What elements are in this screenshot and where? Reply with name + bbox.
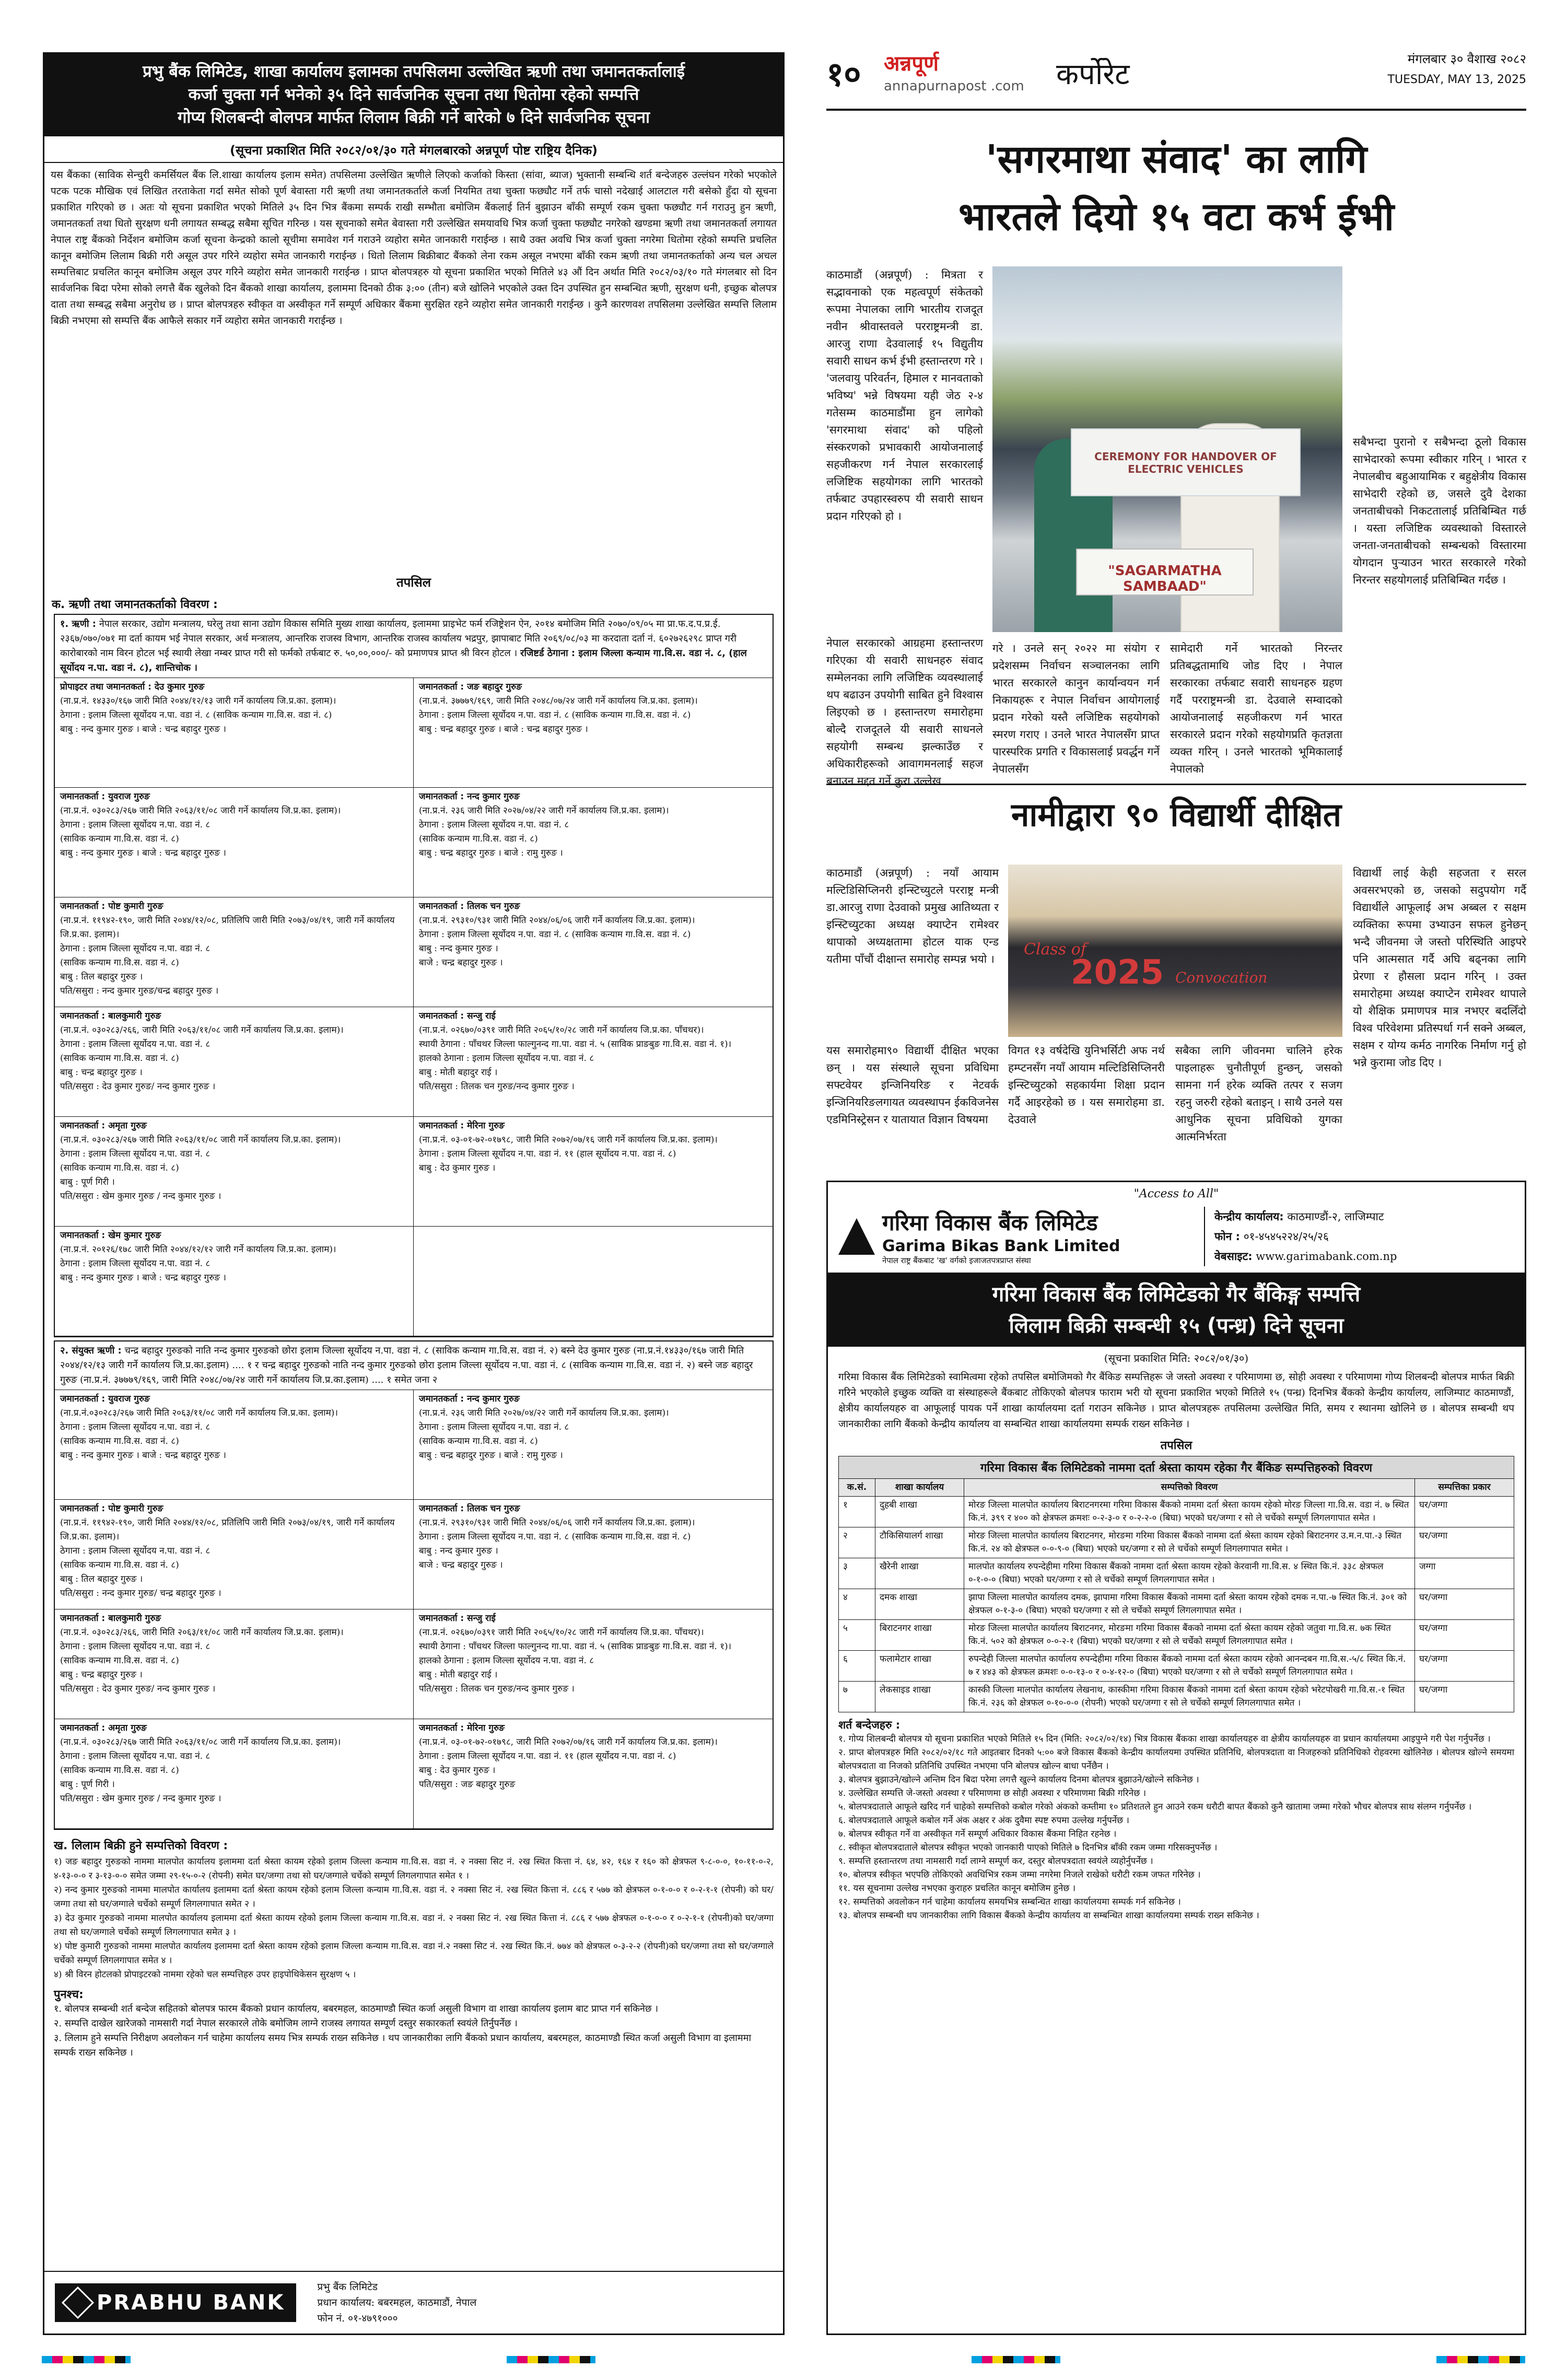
guarantor-detail: बाबु : देउ कुमार गुरुङ । — [419, 1765, 496, 1776]
table-caption: गरिमा विकास बैंक लिमिटेडको नाममा दर्ता श्रेस्ता कायम रहेका गैर बैंकिङ सम्पत्तिहरुको विवरण — [838, 1456, 1514, 1478]
borrower-label: १. ऋणी : — [60, 619, 96, 629]
table-cell: ७ — [839, 1682, 875, 1712]
borrower-intro — [55, 615, 773, 678]
table-cell: झापा जिल्ला मालपोत कार्यालय दमक, झापामा गरिमा विकास बैंकको नाममा दर्ता श्रेस्ता कायम रहेको दमक न.पा.-७ स्थित कि.नं. ३०१ को क्षेत्रफल ०-१-३-० (बिघा) भएको घर/जग्गा र सो ले चर्चेको सम्पूर्ण लिगलगापात समेत । — [964, 1589, 1415, 1620]
guarantor-cell — [414, 1227, 773, 1336]
logo-mark-icon — [62, 2286, 94, 2319]
table-cell: घर/जग्गा — [1415, 1682, 1514, 1712]
website-link[interactable]: www.garimabank.com.np — [1256, 1250, 1397, 1263]
guarantor-name: जमानतकर्ता : नन्द कुमार गुरुङ — [419, 791, 520, 802]
table-cell: ३ — [839, 1558, 875, 1589]
bank-header — [828, 1200, 1525, 1274]
guarantor-detail: (ना.प्र.नं. ०३०२८३/२६७ जारी मिति २०६३/११/०८ जारी गर्ने कार्यालय जि.प्र.का. इलाम)। — [60, 1737, 341, 1747]
tapsil-label: तपसिल — [1160, 1439, 1192, 1452]
guarantor-detail: (साविक कन्याम गा.वि.स. वडा नं. ८) — [60, 1053, 179, 1064]
color-registration-mark — [1436, 2356, 1525, 2363]
notice-heading-line: कर्जा चुक्ता गर्न भनेको ३५ दिने सार्वजनिक सूचना तथा धितोमा रहेको सम्पत्ति — [188, 85, 639, 104]
guarantor-name: जमानतकर्ता : तिलक चन गुरुङ — [419, 901, 520, 912]
property-item: २) नन्द कुमार गुरुङको नाममा मालपोत कार्यालय इलाममा दर्ता श्रेस्ता कायम रहेको इलाम जिल्ला कन्याम गा.वि.स. वडा नं. २ नक्सा सिट नं. २ख स्थित कित्ता नं. ८८६ र ५७७ को क्षेत्रफल ०-१-०-० र ०-२-१-१ (रोपनी) को घर/जग्गा तथा सो घर/जग्गाले चर्चेको सम्पूर्ण लिगलगापात समेत २ । — [54, 1885, 774, 1909]
garima-bank-logo — [838, 1207, 1204, 1266]
guarantor-detail: (ना.प्र.नं. ०३०२८३/२६७ जारी मिति २०६३/११/०८ जारी गर्ने कार्यालय जि.प्र.का. इलाम)। — [60, 1135, 341, 1145]
guarantor-cell — [55, 678, 414, 788]
term-item: ९. सम्पत्ति हस्तान्तरण तथा नामसारी गर्दा लाग्ने सम्पूर्ण कर, दस्तुर बोलपत्रदाता स्वयंले व्यहोर्नुपर्नेछ । — [838, 1856, 1153, 1866]
notice-intro: यस बैंकका (साविक सेन्चुरी कमर्सियल बैंक लि.शाखा कार्यालय इलाम समेत) तपसिलमा उल्लेखित ऋणीले लिएको कर्जाको किस्ता (सांवा, ब्याज) भुक्तानी सम्बन्धि शर्त बन्देजहरु उल्लंघन गरेको भएकोले पटक पटक मौखिक एवं लिखित तरताकेता गर्दा समेत सोको पूर्ण बेवास्ता गरी ऋणी तथा जमानतकर्ताले कर्जा नियमित तथा चुक्ता फछ्यौट गर्ने तर्फ चासो नदेखाई आलटाल गरी बसेको हुँदा यो सूचना प्रकाशित गरिएको छ । अतः यो सूचना प्रकाशित भएको मितिले ३५ दिन भित्र बैंकमा सम्पर्क राखी सम्भौता बमोजिम बैंकलाई तिर्न बुझाउन बाँकी सम्पूर्ण रकम चुक्ता फछ्यौट गर्न गराउनु हुन ऋणी, जमानतकर्ता तथा धितो सुरक्षण धनी लगायत सम्बद्ध सबैमा सूचित गरिन्छ । यस सूचनाको समेत बेवास्ता गरी उल्लेखित समयावधि भित्र कर्जा चुक्ता फछ्यौट नगरेको खण्डमा ऋणी तथा जमानतकर्ता लगायत नेपाल राष्ट्र बैंकको निर्देशन बमोजिम कर्जा सूचना केन्द्रको कालो सूचीमा समावेश गर्न गराउने व्यहोरा समेत जानकारी गराईन्छ । साथै उक्त अवधि भित्र कर्जा चुक्ता नगरेमा धितोमा रहेको सम्पत्ति प्रचलित कानून बमोजिम लिलाम बिक्री गरी असूल उपर गरिने व्यहोरा समेत जानकारी गराईन्छ । धितो लिलाम बिक्रीबाट बैंकको लेना रकम असूल नभएमा बाँकी रकम ऋणी तथा जमानतकर्ताको अन्य चल अचल सम्पत्तिबाट प्रचलित कानून बमोजिम असूल उपर गरिने व्यहोरा समेत जानकारी गराईन्छ । प्राप्त बोलपत्रहरु यो सूचना प्रकाशित भएको मितिले ४३ औं दिन अर्थात मिति २०८२/०३/१० गते मंगलबार सो दिन सार्वजनिक बिदा परेमा सोको लगत्तै बैंक खुलेको दिन बैंकको शाखा कार्यालय, इलाममा दिनको ठीक ३:०० (तीन) बजे खोलिने भएकोले उक्त दिन उपस्थित हुन सम्बन्धित ऋणी, सुरक्षण धनी, इच्छुक बोलपत्र दाता तथा सम्बद्ध सबैमा अनुरोध छ । प्राप्त बोलपत्रहरु स्वीकृत वा अस्वीकृत गर्ने सम्पूर्ण अधिकार बैंकमा सुरक्षित रहने व्यहोरा समेत जानकारी गराईन्छ । कुनै कारणवश तपसिलमा उल्लेखित सम्पत्ति लिलाम बिक्री नभएमा सो सम्पत्ति बैंक आफैले सकार गर्ने व्यहोरा समेत जानकारी गराईन्छ । — [51, 169, 777, 326]
guarantor-detail: बाजे : चन्द्र बहादुर गुरुङ । — [419, 958, 503, 968]
guarantor-detail: (साविक कन्याम गा.वि.स. वडा नं. ८) — [419, 834, 538, 844]
guarantor-detail: बाबु : चन्द्र बहादुर गुरुङ । बाजे : रामु गुरुङ । — [419, 848, 563, 858]
guarantor-detail: ठेगाना : इलाम जिल्ला सूर्योदय न.पा. वडा नं. ८ — [60, 943, 211, 954]
guarantor-detail: (साविक कन्याम गा.वि.स. वडा नं. ८) — [60, 1560, 179, 1570]
guarantor-detail: ठेगाना : इलाम जिल्ला सूर्योदय न.पा. वडा नं. ११ (हाल सूर्योदय न.पा. वडा नं. ८) — [419, 1751, 676, 1761]
guarantor-cell — [414, 1500, 773, 1609]
guarantor-detail: (ना.प्र.नं. ०३०२८३/२६६, जारी मिति २०६३/११/०८ जारी गर्ने कार्यालय जि.प्र.का. इलाम)। — [60, 1627, 344, 1638]
placard-text: "SAGARMATHA SAMBAAD" — [1108, 563, 1222, 594]
table-cell: २ — [839, 1527, 875, 1558]
table-cell: दुहबी शाखा — [875, 1497, 964, 1527]
table-cell: ४ — [839, 1589, 875, 1620]
borrower-text: चन्द्र बहादुर गुरुङको नाति नन्द कुमार गुरुङको छोरा इलाम जिल्ला सूर्योदय न.पा. वडा नं. ८ (साविक कन्याम गा.वि.स. वडा नं. २) बस्ने देउ कुमार गुरुङ (ना.प्र.नं.१४३३०/१६७ जारी मिति २०४४/१२/१३ जारी गर्ने कार्यालय जि.प्र.का.इलाम) .... १ र चन्द्र बहादुर गुरुङको नाति नन्द कुमार गुरुङको छोरा इलाम जिल्ला सूर्योदय न.पा. वडा नं. ८ (साविक कन्याम गा.वि.स. वडा नं. २) बस्ने जङ बहादुर गुरुङ (ना.प्र.नं. ३७७७९/१६९, जारी मिति २०४८/०७/२४ जारी गर्ने कार्यालय जि.प्र.का.इलाम) .... १ समेत जना २ — [60, 1345, 753, 1385]
table-cell: फलामेटार शाखा — [875, 1651, 964, 1682]
guarantor-name: जमानतकर्ता : अमृता गुरुङ — [60, 1723, 147, 1733]
guarantor-detail: हालको ठेगाना : इलाम जिल्ला सूर्योदय न.पा. वडा नं. ८ — [419, 1655, 594, 1666]
guarantor-cell — [55, 1007, 414, 1117]
article-headline — [826, 131, 1526, 246]
guarantor-detail: (ना.प्र.नं. २९३१०/९३१ जारी मिति २०४४/०६/०६ जारी गर्ने कार्यालय जि.प्र.का. इलाम)। — [419, 1518, 695, 1528]
newspaper-website: annapurnapost .com — [884, 78, 1024, 94]
guarantor-cell — [414, 1390, 773, 1500]
guarantor-detail: पति/ससुरा : देउ कुमार गुरुङ/ नन्द कुमार गुरुङ । — [60, 1081, 216, 1092]
bank-contact — [1204, 1207, 1397, 1266]
bank-license-note: नेपाल राष्ट्र बैंकबाट 'ख' वर्गको इजाजतपत्रप्राप्त संस्था — [882, 1256, 1031, 1265]
terms-section — [828, 1712, 1525, 1922]
guarantor-name: जमानतकर्ता : खेम कुमार गुरुङ — [60, 1230, 161, 1241]
mountain-logo-icon — [838, 1218, 875, 1255]
guarantor-name: प्रोपाइटर तथा जमानतकर्ता : देउ कुमार गुरुङ — [60, 682, 205, 692]
print-color-bar — [0, 2356, 1567, 2366]
article-column: सबैभन्दा पुरानो र सबैभन्दा ठूलो विकास साभेदारको रूपमा स्वीकार गरिन् । भारत र नेपालबीच बहुआयामिक र बहुक्षेत्रीय विकास साभेदारी रहेको छ, जसले दुवै देशका जनताबीचको निकटतालाई प्रतिबिम्बित गर्छ । यस्ता लजिष्टिक व्यवस्थाको विस्तारले जनता-जनताबीचको सम्बन्धको विस्तारमा योगदान पुऱ्याउन भारत सरकारले गरेको निरन्तर सहयोगलाई प्रतिबिम्बित गर्दछ । — [1353, 436, 1526, 586]
published-note: (सूचना प्रकाशित मिति २०८२/०१/३० गते मंगलबारको अन्नपूर्ण पोष्ट राष्ट्रिय दैनिक) — [44, 136, 783, 163]
table-cell: घर/जग्गा — [1415, 1527, 1514, 1558]
guarantor-detail: ठेगाना : इलाम जिल्ला सूर्योदय न.पा. वडा नं. ८ — [60, 1258, 211, 1269]
guarantor-detail: (ना.प्र.नं.०३०२८३/२६७ जारी मिति २०६३/११/०८ जारी गर्ने कार्यालय जि.प्र.का. इलाम)। — [60, 1408, 338, 1418]
guarantor-detail: पति/ससुरा : देउ कुमार गुरुङ/ नन्द कुमार गुरुङ । — [60, 1684, 216, 1694]
borrower-address: रजिष्टर्ड ठेगाना : इलाम जिल्ला कन्याम गा.वि.स. वडा नं. ८, (हाल सूर्योदय न.पा. वडा नं. ८), शान्तिचोक । — [60, 648, 747, 673]
property-list — [54, 1855, 774, 1982]
guarantor-detail: ठेगाना : इलाम जिल्ला सूर्योदय न.पा. वडा नं. ८ — [60, 1546, 211, 1556]
column-header: सम्पत्तिको विवरण — [964, 1479, 1415, 1497]
table-body — [839, 1497, 1514, 1712]
guarantor-detail: (ना.प्र.नं. ११९४२-१९०, जारी मिति २०४४/१२/०८, प्रतिलिपि जारी मिति २०७३/०४/१९, जारी गर्ने कार्यालय जि.प्र.का. इलाम)। — [60, 1518, 395, 1542]
guarantor-detail: बाबु : चन्द्र बहादुर गुरुङ । — [60, 1670, 143, 1680]
article-column: सामेदारी गर्ने भारतको निरन्तर प्रतिबद्धतामाथि जोड दिए । नेपाल सरकारका तर्फबाट सवारी साधनहरु ग्रहण गर्दै परराष्ट्रमन्त्री डा. देउवाले सम्वादको आयोजनालाई सहजीकरण गर्न भारत सरकारले प्रदान गरेको सहयोगप्रति कृतज्ञता व्यक्त गरिन् । उनले भारतको भूमिकालाई नेपालको — [1170, 642, 1342, 775]
photo-text: 2025 — [1071, 953, 1164, 992]
contact-label: वेबसाइट: — [1214, 1250, 1253, 1263]
guarantor-cell — [414, 1117, 773, 1227]
notice-title-line: लिलाम बिक्री सम्बन्धी १५ (पन्ध्र) दिने सूचना — [1009, 1314, 1344, 1338]
guarantor-grid — [55, 678, 773, 1336]
term-item: ६. बोलपत्रदाताले आफूले कबोल गर्ने अंक अक्षर र अंक दुवैमा स्पष्ट रुपमा उल्लेख गर्नुपर्नेछ । — [838, 1815, 1130, 1826]
table-cell: मोरङ जिल्ला मालपोत कार्यालय बिराटनगर, मोरङमा गरिमा विकास बैंकको नाममा दर्ता श्रेस्ता कायम रहेको जतुवा गा.वि.स. ७क स्थित कि.नं. ५०२ को क्षेत्रफल ०-०-२-१ (बिघा) भएको घर/जग्गा र सो ले चर्चेको सम्पूर्ण लिगलगापात समेत । — [964, 1620, 1415, 1651]
headline-line: 'सगरमाथा संवाद' का लागि — [985, 137, 1367, 182]
guarantor-name: जमानतकर्ता : मेरिना गुरुङ — [419, 1121, 505, 1131]
table-cell: कास्की जिल्ला मालपोत कार्यालय लेखनाथ, कास्कीमा गरिमा विकास बैंकको नाममा दर्ता श्रेस्ता कायम रहेको भरेटपोखरी गा.वि.स.-१ स्थित कि.नं. २३६ को क्षेत्रफल ०-१०-०-० (रोपनी) भएको घर/जग्गा र सो ले चर्चेको सम्पूर्ण लिगलगापात समेत । — [964, 1682, 1415, 1712]
guarantor-detail: (ना.प्र.नं. ०३-०१-७२-०१७९८, जारी मिति २०७२/०७/१६ जारी गर्ने कार्यालय जि.प्र.का. इलाम)। — [419, 1135, 718, 1145]
guarantor-name: जमानतकर्ता : सन्जु राई — [419, 1011, 496, 1021]
guarantor-cell — [55, 1227, 414, 1336]
guarantor-detail: ठेगाना : इलाम जिल्ला सूर्योदय न.पा. वडा नं. ८ — [60, 1641, 211, 1652]
guarantor-name: जमानतकर्ता : बालकुमारी गुरुङ — [60, 1011, 161, 1021]
guarantor-detail: बाबु : तिल बहादुर गुरुङ । — [60, 1574, 143, 1584]
table-cell: घर/जग्गा — [1415, 1620, 1514, 1651]
guarantor-name: जमानतकर्ता : बालकुमारी गुरुङ — [60, 1613, 161, 1624]
tapsil-label: तपसिल — [396, 575, 431, 590]
guarantor-cell — [414, 897, 773, 1007]
guarantor-detail: ठेगाना : इलाम जिल्ला सूर्योदय न.पा. वडा नं. ८ — [419, 820, 569, 830]
postscript-section — [54, 1986, 774, 2060]
article-column: यस समारोहमा९० विद्यार्थी दीक्षित भएका छन् । यस संस्थाले सूचना प्रविधिमा सफ्टवेयर इन्जिनियरिङ र नेटवर्क इन्जिनियरिङलगायत व्यवस्थापन ईकविजनेस एडमिनिस्ट्रेसन र यातायात विज्ञान विषयमा — [826, 1044, 999, 1126]
notice-heading-line: गोप्य शिलबन्दी बोलपत्र मार्फत लिलाम बिक्री गर्ने बारेको ७ दिने सार्वजनिक सूचना — [177, 108, 650, 127]
guarantor-detail: बाबु : नन्द कुमार गुरुङ । — [419, 943, 498, 954]
color-registration-mark — [42, 2356, 131, 2363]
article-column: विद्यार्थी लाई केही सहजता र सरल अवसरभएको छ, जसको सदुपयोग गर्दै विद्यार्थीले आफूलाई अभ अब्बल र सक्षम व्यक्तिका रूपमा उभ्याउन सफल हुनेछन् भन्दै जीवनमा जे जस्तो परिस्थिति आइपरे पनि आत्मसात गर्दै अघि बढ्नका लागि प्रेरणा र हौसला प्रदान गरिन् । उक्त समारोहमा अध्यक्ष क्याप्टेन रामेश्वर थापाले यो शैक्षिक प्रमाणपत्र मात्र नभएर बदलिँदो विश्व परिवेशमा प्रतिस्पर्धा गर्न सक्ने अब्बल, सक्षम र योग्य कर्मठ नागरिक निर्माण गर्नु हो भन्ने कुरामा जोड दिए । — [1353, 867, 1526, 1069]
table-cell: मालपोत कार्यालय रुपन्देहीमा गरिमा विकास बैंकको नाममा दर्ता श्रेस्ता कायम रहेको केरवानी गा.वि.स. ४ स्थित कि.नं. ३३८ क्षेत्रफल ०-१-०-० (बिघा) भएको घर/जग्गा र सो ले चर्चेको सम्पूर्ण लिगलगापात समेत । — [964, 1558, 1415, 1589]
footer-address — [317, 2279, 476, 2326]
article-divider — [826, 784, 1526, 785]
table-cell: ५ — [839, 1620, 875, 1651]
contact-label: फोन : — [1214, 1230, 1240, 1243]
guarantor-name: जमानतकर्ता : मेरिना गुरुङ — [419, 1723, 505, 1733]
contact-label: केन्द्रीय कार्यालय: — [1214, 1210, 1284, 1223]
guarantor-detail: (ना.प्र.नं. ०३०२८३/२६६, जारी मिति २०६३/११/०८ जारी गर्ने कार्यालय जि.प्र.का. इलाम)। — [60, 1025, 344, 1035]
guarantor-detail: बाबु : मोती बहादुर राई । — [419, 1067, 498, 1078]
guarantor-detail: (साविक कन्याम गा.वि.स. वडा नं. ८) — [60, 1436, 179, 1446]
published-note: (सूचना प्रकाशित मिति: २०८२/०१/३०) — [1104, 1352, 1249, 1364]
borrower-block-1 — [54, 614, 774, 1337]
property-item: ४) पोष्ट कुमारी गुरुङको नाममा मालपोत कार्यालय इलाममा दर्ता श्रेस्ता कायम रहेको इलाम जिल्ला कन्याम गा.वि.स. वडा नं.२ नक्सा सिट नं. २ख स्थित कि.नं. ७७४ को क्षेत्रफल ०-३-२-२ (रोपनी)को घर/जग्गा तथा सो घर/जग्गाले चर्चेको सम्पूर्ण लिगलगापात समेत ४ । — [54, 1941, 774, 1966]
guarantor-detail: (साविक कन्याम गा.वि.स. वडा नं. ८) — [60, 1655, 179, 1666]
table-cell: घर/जग्गा — [1415, 1497, 1514, 1527]
property-item: ३) देउ कुमार गुरुङको नाममा मालपोत कार्यालय इलाममा दर्ता श्रेस्ता कायम रहेको इलाम जिल्ला कन्याम गा.वि.स. वडा नं. २ नक्सा सिट नं. २ख स्थित कित्ता नं. ८८६ र ५७७ क्षेत्रफल ०-१-०-० र ०-२-१-१ (रोपनी)को घर/जग्गा तथा सो घर/जग्गाले चर्चेको सम्पूर्ण लिगलगापात समेत ३ । — [54, 1913, 774, 1938]
guarantor-detail: ठेगाना : इलाम जिल्ला सूर्योदय न.पा. वडा नं. ८ — [60, 1751, 211, 1761]
table-row — [839, 1589, 1514, 1620]
table-row — [839, 1651, 1514, 1682]
guarantor-cell — [55, 1719, 414, 1829]
guarantor-cell — [55, 788, 414, 897]
postscript-item: ३. लिलाम हुने सम्पत्ति निरीक्षण अवलोकन गर्न चाहेमा कार्यालय समय भित्र सम्पर्क राख्न सकिनेछ । थप जानकारीका लागि बैंकको प्रधान कार्यालय, बबरमहल, काठमाण्डौ स्थित कर्जा असुली विभाग वा इलाममा सम्पर्क राख्न सकिनेछ । — [54, 2033, 752, 2058]
property-item: ४) श्री विरन होटलको प्रोपाइटरको नाममा रहेको चल सम्पत्तिहरु उपर हाइपोथिकेसन सुरक्षण ५ । — [54, 1969, 356, 1980]
term-item: ४. उल्लेखित सम्पत्ति जे-जस्तो अवस्था र परिमाणमा छ सोही अवस्था र परिमाणमा बिक्री गरिनेछ । — [838, 1788, 1147, 1799]
photo-text: Convocation — [1175, 969, 1268, 986]
date-english: TUESDAY, MAY 13, 2025 — [1387, 73, 1526, 86]
color-registration-mark — [972, 2356, 1060, 2363]
table-cell: मोरङ जिल्ला मालपोत कार्यालय बिराटनगर, मोरङमा गरिमा विकास बैंकको नाममा दर्ता श्रेस्ता कायम रहेको बिराटनगर उ.म.न.पा.-३ स्थित कि.नं. २४ को क्षेत्रफल ०-०-९-० (बिघा) भएको घर/जग्गा र सो ले चर्चेको सम्पूर्ण लिगलगापात समेत । — [964, 1527, 1415, 1558]
table-row — [839, 1558, 1514, 1589]
property-item: १) जङ बहादुर गुरुङको नाममा मालपोत कार्यालय इलाममा दर्ता श्रेस्ता कायम रहेको इलाम जिल्ला कन्याम गा.वि.स. वडा नं. २ नक्सा सिट नं. २ख स्थित कित्ता नं. ६४, ४२, १६४ र १६० को क्षेत्रफल ९-८-०-०, १०-११-०-२, ४-१३-०-० र ३-१३-०-० समेत जम्मा २९-१५-०-२ (रोपनी) समेत घर/जग्गा तथा सो घर/जग्गाले चर्चेको सम्पूर्ण लिगलगापात समेत १ । — [54, 1857, 774, 1881]
photo-text: Class of — [1024, 940, 1086, 959]
prabhu-bank-notice — [43, 52, 785, 2335]
guarantor-name: जमानतकर्ता : युवराज गुरुङ — [60, 1394, 150, 1404]
section-name: कर्पोरेट — [1056, 57, 1130, 91]
garima-bank-notice — [826, 1181, 1526, 2335]
guarantor-detail: बाबु : देउ कुमार गुरुङ । — [419, 1163, 496, 1173]
guarantor-cell — [55, 1500, 414, 1609]
postscript-item: १. बोलपत्र सम्बन्धी शर्त बन्देज सहितको बोलपत्र फारम बैंकको प्रधान कार्यालय, बबरमहल, काठमाण्डौ स्थित कर्जा असुली विभाग वा शाखा कार्यालय इलाम बाट प्राप्त गर्न सकिनेछ । — [54, 2003, 659, 2014]
table-cell: बिराटनगर शाखा — [875, 1620, 964, 1651]
guarantor-detail: पति/ससुरा : जङ बहादुर गुरुङ — [419, 1779, 516, 1790]
prabhu-bank-logo — [55, 2283, 296, 2322]
guarantor-detail: बाबु : तिल बहादुर गुरुङ । — [60, 972, 143, 982]
article-column: काठमाडौं (अन्नपूर्ण) : मित्रता र सद्भावनाको एक महत्वपूर्ण संकेतको रूपमा नेपालका लागि भारतीय राजदूत नवीन श्रीवास्तवले परराष्ट्रमन्त्री डा. आरजु राणा देउवालाई १५ विद्युतीय सवारी साधन कर्भ ईभी हस्तान्तरण गरे । 'जलवायु परिवर्तन, हिमाल र मानवताको भविष्य' भन्ने विषयमा यही जेठ २-४ गतेसम्म काठमाडौंमा हुन लागेको 'सगरमाथा संवाद' को पहिलो संस्करणको प्रभावकारी आयोजनालाई सहजीकरण गर्न नेपाल सरकारलाई लजिष्टिक सहयोगका लागि भारतको तर्फबाट उपहारस्वरुप यी सवारी साधन प्रदान गरिएको हो । — [826, 269, 983, 522]
term-item: ३. बोलपत्र बुझाउने/खोल्ने अन्तिम दिन बिदा परेमा लगत्तै खुल्ने कार्यालय दिनमा बोलपत्र बुझाउने/खोल्ने सकिनेछ । — [838, 1775, 1199, 1785]
article-photo — [992, 266, 1342, 632]
guarantor-detail: बाबु : नन्द कुमार गुरुङ । बाजे : चन्द्र बहादुर गुरुङ । — [60, 724, 226, 734]
guarantor-name: जमानतकर्ता : सन्जु राई — [419, 1613, 496, 1624]
borrower-intro — [55, 1341, 773, 1390]
guarantor-detail: बाबु : नन्द कुमार गुरुङ । बाजे : चन्द्र बहादुर गुरुङ । — [60, 1450, 226, 1461]
guarantor-detail: (ना.प्र.नं. ०३-०१-७२-०१७९८, जारी मिति २०७२/०७/१६ जारी गर्ने कार्यालय जि.प्र.का. इलाम)। — [419, 1737, 718, 1747]
footer-phone: फोन नं. ०१-४७९१००० — [317, 2313, 398, 2324]
article-column: काठमाडौं (अन्नपूर्ण) : नयाँ आयाम मल्टिडिसिप्लिनरी इन्स्टिच्युटले परराष्ट्र मन्त्री डा.आरजु राणा देउवाको प्रमुख आतिथ्यता र इन्स्टिच्युटका अध्यक्ष क्याप्टेन रामेश्वर थापाको अध्यक्षतामा होटल याक एन्ड यतीमा पाँचौं दीक्षान्त समारोह सम्पन्न भयो । — [826, 867, 999, 965]
term-item: १. गोप्य शिलबन्दी बोलपत्र यो सूचना प्रकाशित भएको मितिले १५ दिन (मिति: २०८२/०२/१४) भित्र विकास बैंकका शाखा कार्यालयहरु वा क्षेत्रीय कार्यालयहरु वा प्रधान कार्यालयमा आइपुग्ने गरी पेश गर्नुपर्नेछ । — [838, 1734, 1491, 1744]
table-cell: घर/जग्गा — [1415, 1651, 1514, 1682]
guarantor-detail: ठेगाना : इलाम जिल्ला सूर्योदय न.पा. वडा नं. ८ — [60, 820, 211, 830]
guarantor-detail: (ना.प्र.नं. ३७७७९/१६९, जारी मिति २०४८/०७/२४ जारी गर्ने कार्यालय जि.प्र.का. इलाम)। — [419, 696, 698, 706]
postscript-list — [54, 2002, 774, 2060]
notice-intro: गरिमा विकास बैंक लिमिटेडको स्वामित्वमा रहेको तपसिल बमोजिमको गैर बैंकिङ सम्पत्तिहरू जे जस्तो अवस्था र परिमाणमा छ, सोही अवस्था र परिमाणमा गोप्य शिलबन्दी बोलपत्र मार्फत बिक्री गरिने भएकोले इच्छुक व्यक्ति वा संस्थाहरूले बैंकबाट तोकिएको बोलपत्र फाराम भरी यो सूचना प्रकाशित भएको मितिले १५ (पन्ध्र) दिनभित्र बैंकको केन्द्रीय कार्यालय, लाजिम्पाट काठमाण्डौं, क्षेत्रीय कार्यालयहरु वा आफूलाई पायक पर्ने शाखा कार्यालयमा दर्ता गराउन सकिनेछ । प्राप्त बोलपत्रहरू तपसिलमा उल्लेखित मिति, समय र स्थानमा खोलिने छ । बोलपत्र सम्बन्धी थप जानकारीका लागि बैंकको केन्द्रीय कार्यालय वा सम्बन्धित शाखा कार्यालयमा सम्पर्क राख्न सकिनेछ । — [838, 1371, 1514, 1430]
article-column: विगत १३ वर्षदेखि युनिभर्सिटी अफ नर्थ हम्प्टनसँग नयाँ आयाम मल्टिडिसिप्लिनरी इन्स्टिच्युटको सहकार्यमा शिक्षा प्रदान गर्दै आइरहेको छ । यस समारोहमा डा. देउवाले — [1008, 1044, 1165, 1126]
banner-text: CEREMONY FOR HANDOVER OF ELECTRIC VEHICLES — [1094, 450, 1277, 475]
table-cell: रुपन्देही जिल्ला मालपोत कार्यालय रुपन्देहीमा गरिमा विकास बैंकको नाममा दर्ता श्रेस्ता कायम रहेको आनन्दबन गा.वि.स.-५/८ स्थित कि.नं. ७ र ४४३ को क्षेत्रफल क्रमशः ०-०-१३-० र ०-४-१२-० (बिघा) भएको घर/जग्गा र सो ले चर्चेको सम्पूर्ण लिगलगापात समेत । — [964, 1651, 1415, 1682]
guarantor-detail: पति/ससुरा : नन्द कुमार गुरुङ/ चन्द्र बहादुर गुरुङ । — [60, 1588, 221, 1599]
guarantor-detail: (ना.प्र.नं. २३६ जारी मिति २०२७/०४/२२ जारी गर्ने कार्यालय जि.प्र.का. इलाम)। — [419, 806, 669, 816]
term-item: १२. सम्पत्तिको अवलोकन गर्न चाहेमा कार्यालय समयभित्र सम्बन्धित शाखा कार्यालयमा सम्पर्क गर्न सकिनेछ । — [838, 1897, 1181, 1907]
property-section — [54, 1835, 774, 1982]
bank-name-nepali: गरिमा विकास बैंक लिमिटेड — [882, 1210, 1098, 1235]
asset-table — [838, 1456, 1514, 1712]
column-header: शाखा कार्यालय — [875, 1479, 964, 1497]
guarantor-detail: बाबु : नन्द कुमार गुरुङ । बाजे : चन्द्र बहादुर गुरुङ । — [60, 848, 226, 858]
guarantor-cell — [55, 1609, 414, 1719]
table-cell: मोरङ जिल्ला मालपोत कार्यालय बिराटनगरमा गरिमा विकास बैंकको नाममा दर्ता श्रेस्ता कायम रहेको मोरङ जिल्ला गा.वि.स. वडा नं. ७ स्थित कि.नं. ३९९ र ४०० को क्षेत्रफल क्रमशः ०-२-३-० र ०-२-२-० (बिघा) भएको घर/जग्गा र सो ले चर्चेको सम्पूर्ण लिगलगापात समेत । — [964, 1497, 1415, 1527]
guarantor-cell — [414, 1719, 773, 1829]
column-header: क.सं. — [839, 1479, 875, 1497]
page-number: १० — [826, 55, 861, 94]
guarantor-cell — [414, 788, 773, 897]
page-masthead — [826, 43, 1526, 111]
guarantor-detail: ठेगाना : इलाम जिल्ला सूर्योदय न.पा. वडा नं. ८ — [60, 1149, 211, 1159]
guarantor-detail: पति/ससुरा : तिलक चन गुरुङ/नन्द कुमार गुरुङ । — [419, 1684, 575, 1694]
article-column: सबैका लागि जीवनमा चालिने हरेक पाइलाहरू चुनौतीपूर्ण हुन्छन्, जसको सामना गर्न हरेक व्यक्ति तत्पर र सजग रहनु जरुरी रहेको बताइन् । साथै उनले यस आधुनिक सूचना प्रविधिको युगका आत्मनिर्भरता — [1175, 1044, 1342, 1143]
guarantor-detail: ठेगाना : इलाम जिल्ला सूर्योदय न.पा. वडा नं. ८ (साविक कन्याम गा.वि.स. वडा नं. ८) — [419, 929, 691, 940]
guarantor-detail: (ना.प्र.नं. ११९४२-१९०, जारी मिति २०४४/१२/०८, प्रतिलिपि जारी मिति २०७३/०४/१९, जारी गर्ने कार्यालय जि.प्र.का. इलाम)। — [60, 915, 395, 940]
guarantor-name: जमानतकर्ता : जङ बहादुर गुरुङ — [419, 682, 522, 692]
guarantor-detail: (साविक कन्याम गा.वि.स. वडा नं. ८) — [60, 1163, 179, 1173]
photo-banner — [1071, 428, 1301, 496]
guarantor-grid — [55, 1390, 773, 1829]
guarantor-name: जमानतकर्ता : युवराज गुरुङ — [60, 791, 150, 802]
guarantor-detail: ठेगाना : इलाम जिल्ला सूर्योदय न.पा. वडा नं. ८ (साविक कन्याम गा.वि.स. वडा नं. ८) — [419, 1532, 691, 1542]
guarantor-name: जमानतकर्ता : नन्द कुमार गुरुङ — [419, 1394, 520, 1404]
table-row — [839, 1527, 1514, 1558]
guarantor-detail: (साविक कन्याम गा.वि.स. वडा नं. ८) — [419, 1436, 538, 1446]
guarantor-detail: स्थायी ठेगाना : पाँचथर जिल्ला फाल्गुनन्द गा.पा. वडा नं. ५ (साविक प्राङबुङ गा.वि.स. वडा नं. १)। — [419, 1039, 732, 1049]
phone-number: ०१-४५४५२२४/२५/२६ — [1243, 1230, 1329, 1243]
guarantor-cell — [55, 1117, 414, 1227]
article-photo — [1008, 865, 1342, 1037]
guarantor-name: जमानतकर्ता : पोष्ट कुमारी गुरुङ — [60, 1503, 163, 1514]
guarantor-detail: बाबु : चन्द्र बहादुर गुरुङ । बाजे : रामु गुरुङ । — [419, 1450, 563, 1461]
guarantor-detail: पति/ससुरा : खेम कुमार गुरुङ / नन्द कुमार गुरुङ । — [60, 1191, 221, 1201]
term-item: २. प्राप्त बोलपत्रहरु मिति २०८२/०२/१८ गते आइतबार दिनको ५:०० बजे विकास बैंकको केन्द्रीय कार्यालयमा उपस्थित प्रतिनिधि, बोलपत्रदाता वा निजहरुको प्रतिनिधिको रोहवरमा खोलिनेछ । बोलपत्र खोल्ने समयमा बोलपत्रदाता वा निजको प्रतिनिधि उपस्थित नभएमा पनि बोलपत्र खोल्न बाधा पर्नेछैन । — [838, 1747, 1514, 1771]
notice-title — [828, 1274, 1525, 1347]
guarantor-detail: (साविक कन्याम गा.वि.स. वडा नं. ८) — [60, 1765, 179, 1776]
guarantor-cell — [414, 1609, 773, 1719]
table-header-row — [839, 1479, 1514, 1497]
headline-line: भारतले दियो १५ वटा कर्भ ईभी — [958, 194, 1395, 239]
color-registration-mark — [507, 2356, 595, 2363]
postscript-item: २. सम्पत्ति दाखेल खारेजको नामसारी गर्दा नेपाल सरकारले तोके बमोजिम लाग्ने राजस्व लगायत सम्पूर्ण दस्तुर सकारकर्ता स्वयंले तिर्नुपर्नेछ । — [54, 2018, 518, 2029]
guarantor-detail: बाबु : पूर्ण गिरी । — [60, 1779, 115, 1790]
guarantor-detail: (ना.प्र.नं. ०२६७०/०३९१ जारी मिति २०६५/१०/२८ जारी गर्ने कार्यालय जि.प्र.का. पाँचथर)। — [419, 1627, 704, 1638]
guarantor-detail: (ना.प्र.नं. २०१२६/१७८ जारी मिति २०४४/१२/१२ जारी गर्ने कार्यालय जि.प्र.का. इलाम)। — [60, 1244, 336, 1255]
guarantor-detail: (ना.प्र.नं. २३६ जारी मिति २०२७/०४/२२ जारी गर्ने कार्यालय जि.प्र.का. इलाम)। — [419, 1408, 669, 1418]
term-item: ८. स्वीकृत बोलपत्रदाताले बोलपत्र स्वीकृत भएको जानकारी पाएको मितिले ७ दिनभित्र बाँकी रकम जम्मा गरिसक्नुपर्नेछ । — [838, 1842, 1218, 1853]
guarantor-detail: पति/ससुरा : तिलक चन गुरुङ/नन्द कुमार गुरुङ । — [419, 1081, 575, 1092]
column-header: सम्पत्तिका प्रकार — [1415, 1479, 1514, 1497]
borrower-block-2 — [54, 1340, 774, 1830]
guarantor-name: जमानतकर्ता : पोष्ट कुमारी गुरुङ — [60, 901, 163, 912]
guarantor-detail: पति/ससुरा : नन्द कुमार गुरुङ/चन्द्र बहादुर गुरुङ । — [60, 986, 219, 996]
guarantor-detail: पति/ससुरा : खेम कुमार गुरुङ / नन्द कुमार गुरुङ । — [60, 1793, 221, 1804]
guarantor-detail: (ना.प्र.नं. २९३१०/९३१ जारी मिति २०४४/०६/०६ जारी गर्ने कार्यालय जि.प्र.का. इलाम)। — [419, 915, 695, 926]
terms-heading: शर्त बन्देजहरु : — [838, 1719, 901, 1731]
table-cell: खैरेनी शाखा — [875, 1558, 964, 1589]
table-row — [839, 1682, 1514, 1712]
table-cell: घर/जग्गा — [1415, 1589, 1514, 1620]
term-item: १०. बोलपत्र स्वीकृत भएपछि तोकिएको अवधिभित्र रकम जम्मा नगरेमा निजले राखेको धरौटी रकम जफत गरिनेछ । — [838, 1870, 1201, 1880]
notice-heading — [44, 54, 783, 136]
guarantor-detail: (ना.प्र.नं. १४३३०/१६७ जारी मिति २०४४/१२/१३ जारी गर्ने कार्यालय जि.प्र.का. इलाम)। — [60, 696, 336, 706]
central-office: काठमाण्डौं-२, लाजिम्पाट — [1287, 1210, 1384, 1223]
guarantor-cell — [414, 678, 773, 788]
table-cell: लेकसाइड शाखा — [875, 1682, 964, 1712]
property-section-heading: ख. लिलाम बिक्री हुने सम्पत्तिको विवरण : — [54, 1839, 228, 1852]
notice-heading-line: प्रभु बैंक लिमिटेड, शाखा कार्यालय इलामका तपसिलमा उल्लेखित ऋणी तथा जमानतकर्तालाई — [143, 62, 685, 81]
article-column: गरे । उनले सन् २०२२ मा संयोग र प्रदेशसम्म निर्वाचन सञ्चालनका लागि भारत सरकारले कानुन कार्यान्वयन गर्न निकायहरू र नेपाल निर्वाचन आयोगलाई प्रदान गरेको यस्तै लजिष्टिक सहयोगको स्मरण गराए । उनले भारत नेपालसँग प्राप्त पारस्परिक प्रगति र विकासलाई प्रवर्द्धन गर्ने नेपालसँग — [992, 642, 1160, 775]
guarantor-detail: बाबु : पूर्ण गिरी । — [60, 1177, 115, 1187]
guarantor-detail: बाबु : मोती बहादुर राई । — [419, 1670, 498, 1680]
photo-placard — [1076, 549, 1254, 596]
bank-tagline: "Access to All" — [1133, 1187, 1219, 1200]
bank-name-english: Garima Bikas Bank Limited — [882, 1237, 1120, 1255]
term-item: ११. यस सूचनामा उल्लेख नभएका कुराहरु प्रचलित कानून बमोजिम हुनेछ । — [838, 1883, 1076, 1894]
table-row — [839, 1620, 1514, 1651]
guarantor-detail: ठेगाना : इलाम जिल्ला सूर्योदय न.पा. वडा नं. ८ — [419, 1422, 569, 1432]
guarantor-detail: (साविक कन्याम गा.वि.स. वडा नं. ८) — [60, 834, 179, 844]
guarantor-cell — [55, 1390, 414, 1500]
footer-bank-name: प्रभु बैंक लिमिटेड — [317, 2281, 378, 2293]
guarantor-detail: बाबु : नन्द कुमार गुरुङ । — [419, 1546, 498, 1556]
guarantor-detail: ठेगाना : इलाम जिल्ला सूर्योदय न.पा. वडा नं. ८ (साविक कन्याम गा.वि.स. वडा नं. ८) — [60, 710, 332, 720]
table-cell: जग्गा — [1415, 1558, 1514, 1589]
guarantor-detail: बाबु : चन्द्र बहादुर गुरुङ । बाजे : चन्द्र बहादुर गुरुङ । — [419, 724, 588, 734]
guarantor-cell — [414, 1007, 773, 1117]
terms-list — [838, 1732, 1514, 1922]
borrower-text: नेपाल सरकार, उद्योग मन्त्रालय, घरेलु तथा साना उद्योग विकास समिति मुख्य शाखा कार्यालय, इलाममा प्राइभेट फर्म रजिष्ट्रेशन ऐन, २०१४ बमोजिम मिति २०७०/०९/०५ मा प्रा.फ.द.प.प्र.ई. २३६७/०७०/०७१ मा दर्ता कायम भई नेपाल सरकार, अर्थ मन्त्रालय, आन्तरिक राजस्व विभाग, आन्तरिक राजस्व कार्यालय भद्रपुर, झापाबाट मिति २०६९/०८/०३ मा करदाता दर्ता नं. ६०२७२६२९८ प्राप्त गरी कारोबारको नाम विरन होटल भई स्थायी लेखा नम्बर प्राप्त गरी सो फर्मको तर्फबाट रु. ५०,००,०००/- को प्रमाणपत्र प्राप्त श्री विरन होटल । — [60, 619, 736, 659]
guarantor-name: जमानतकर्ता : अमृता गुरुङ — [60, 1121, 147, 1131]
postscript-heading: पुनश्च: — [54, 1988, 84, 2001]
logo-text: PRABHU BANK — [97, 2291, 285, 2315]
footer-office: प्रधान कार्यालय: बबरमहल, काठमाडौं, नेपाल — [317, 2297, 477, 2308]
borrower-label: २. संयुक्त ऋणी : — [60, 1345, 122, 1356]
term-item: ५. बोलपत्रदाताले आफूले खरिद गर्न चाहेको सम्पत्तिको कबोल गरेको अंकको कम्तीमा १० प्रतिशतले हुन आउने रकम धरौटी बापत बैंकको कुनै खातामा जम्मा गरेको भौचर बोलपत्र साथ संलग्न गर्नुपर्नेछ । — [838, 1802, 1472, 1812]
bank-names — [882, 1207, 1120, 1266]
borrower-section-heading: क. ऋणी तथा जमानतकर्ताको विवरण : — [52, 598, 218, 611]
notice-footer — [44, 2271, 783, 2334]
table-cell: दमक शाखा — [875, 1589, 964, 1620]
article-headline: नामीद्वारा ९० विद्यार्थी दीक्षित — [1011, 796, 1342, 834]
term-item: १३. बोलपत्र सम्बन्धी थप जानकारीका लागि विकास बैंकको केन्द्रीय कार्यालय वा सम्बन्धित शाखा कार्यालयमा सम्पर्क राख्न सकिनेछ । — [838, 1910, 1259, 1921]
table-cell: ६ — [839, 1651, 875, 1682]
newspaper-name: अन्नपूर्ण — [884, 52, 939, 76]
guarantor-detail: (ना.प्र.नं. ०३०२८३/२६७ जारी मिति २०६३/११/०८ जारी गर्ने कार्यालय जि.प्र.का. इलाम)। — [60, 806, 341, 816]
guarantor-cell — [55, 897, 414, 1007]
guarantor-detail: ठेगाना : इलाम जिल्ला सूर्योदय न.पा. वडा नं. ११ (हाल सूर्योदय न.पा. वडा नं. ८) — [419, 1149, 676, 1159]
guarantor-detail: हालको ठेगाना : इलाम जिल्ला सूर्योदय न.पा. वडा नं. ८ — [419, 1053, 594, 1064]
term-item: ७. बोलपत्र स्वीकृत गर्ने वा अस्वीकृत गर्ने सम्पूर्ण अधिकार विकास बैंकमा निहित रहनेछ । — [838, 1829, 1117, 1839]
guarantor-detail: बाबु : नन्द कुमार गुरुङ । बाजे : चन्द्र बहादुर गुरुङ । — [60, 1273, 226, 1283]
guarantor-detail: बाबु : चन्द्र बहादुर गुरुङ । — [60, 1067, 143, 1078]
article-column: नेपाल सरकारको आग्रहमा हस्तान्तरण गरिएका यी सवारी साधनहरु संवाद सम्मेलनका लागि लजिष्टिक व्यवस्थालाई थप बढाउन उपयोगी साबित हुने विश्वास लिइएको छ । हस्तान्तरण समारोहमा बोल्दै राजदूतले यी सवारी साधनले सहयोगी सम्बन्ध झल्काउँछ र अधिकारीहरूको आवागमनलाई सहज बनाउन मद्दत गर्ने कुरा उल्लेख — [826, 637, 983, 787]
date-nepali: मंगलबार ३० वैशाख २०८२ — [1407, 52, 1526, 66]
table-cell: टौकिसियालर्ग शाखा — [875, 1527, 964, 1558]
guarantor-detail: ठेगाना : इलाम जिल्ला सूर्योदय न.पा. वडा नं. ८ — [60, 1422, 211, 1432]
guarantor-detail: (ना.प्र.नं. ०२६७०/०३९१ जारी मिति २०६५/१०/२८ जारी गर्ने कार्यालय जि.प्र.का. पाँचथर)। — [419, 1025, 704, 1035]
table-cell: १ — [839, 1497, 875, 1527]
guarantor-detail: ठेगाना : इलाम जिल्ला सूर्योदय न.पा. वडा नं. ८ — [60, 1039, 211, 1049]
guarantor-detail: ठेगाना : इलाम जिल्ला सूर्योदय न.पा. वडा नं. ८ (साविक कन्याम गा.वि.स. वडा नं. ८) — [419, 710, 691, 720]
guarantor-name: जमानतकर्ता : तिलक चन गुरुङ — [419, 1503, 520, 1514]
table-row — [839, 1497, 1514, 1527]
guarantor-detail: (साविक कन्याम गा.वि.स. वडा नं. ८) — [60, 958, 179, 968]
notice-title-line: गरिमा विकास बैंक लिमिटेडको गैर बैंकिङ्ग सम्पत्ति — [992, 1282, 1361, 1306]
guarantor-detail: बाजे : चन्द्र बहादुर गुरुङ । — [419, 1560, 503, 1570]
guarantor-detail: स्थायी ठेगाना : पाँचथर जिल्ला फाल्गुनन्द गा.पा. वडा नं. ५ (साविक प्राङबुङ गा.वि.स. वडा नं. १)। — [419, 1641, 732, 1652]
